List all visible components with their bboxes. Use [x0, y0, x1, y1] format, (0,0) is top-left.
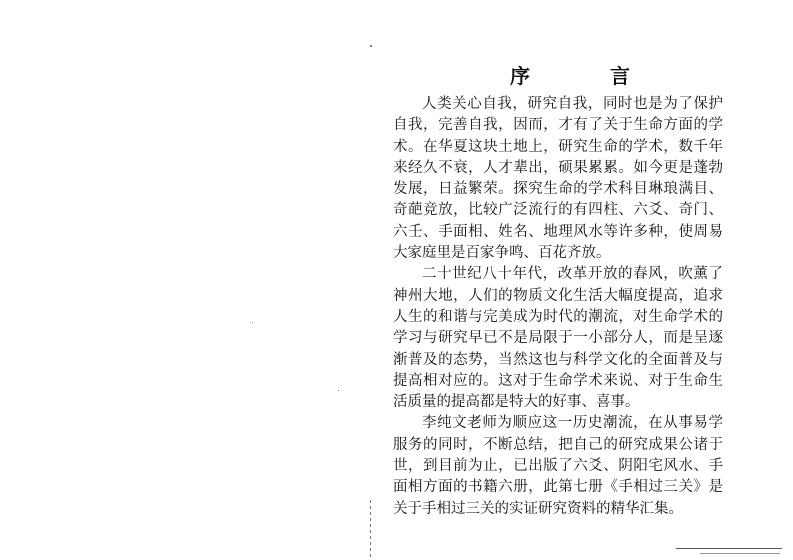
- scan-speck: [338, 390, 339, 391]
- footer-rule-secondary: [700, 553, 780, 554]
- footer-rule: [676, 548, 782, 549]
- paragraph-3: 李纯文老师为顺应这一历史潮流，在从事易学服务的同时，不断总结，把自己的研究成果公诸于世，到目前为止，已出版了六爻、阴阳宅风水、手面相方面的书籍六册，此第七册《手相过三关》是关于手相过三关的实证研究资料的精华汇集。: [393, 415, 723, 517]
- paragraph-1: 人类关心自我，研究自我，同时也是为了保护自我，完善自我，因而，才有了关于生命方面的学术。在华夏这块土地上，研究生命的学术，数千年来经久不衰，人才辈出，硕果累累。如今更是蓬勃发展，日益繁荣。探究生命的学术科目琳琅满目、奇葩竞放，比较广泛流行的有四柱、六爻、奇门、六壬、手面相、姓名、地理风水等许多种，使周易大家庭里是百家争鸣、百花齐放。: [393, 96, 723, 262]
- scan-speck: [252, 322, 253, 323]
- page-title: 序 言: [510, 64, 660, 88]
- left-page-blank: [0, 0, 372, 560]
- preface-body: [393, 94, 723, 520]
- paragraph-2: 二十世纪八十年代，改革开放的春风，吹薰了神州大地，人们的物质文化生活大幅度提高，追求人生的和谐与完美成为时代的潮流，对生命学术的学习与研究早已不是局限于一小部分人，而是呈逐渐普及的态势，当然这也与科学文化的全面普及与提高相对应的。这对于生命学术来说、对于生命生活质量的提高都是特大的好事、喜事。: [393, 266, 723, 411]
- page-gutter: [370, 500, 371, 560]
